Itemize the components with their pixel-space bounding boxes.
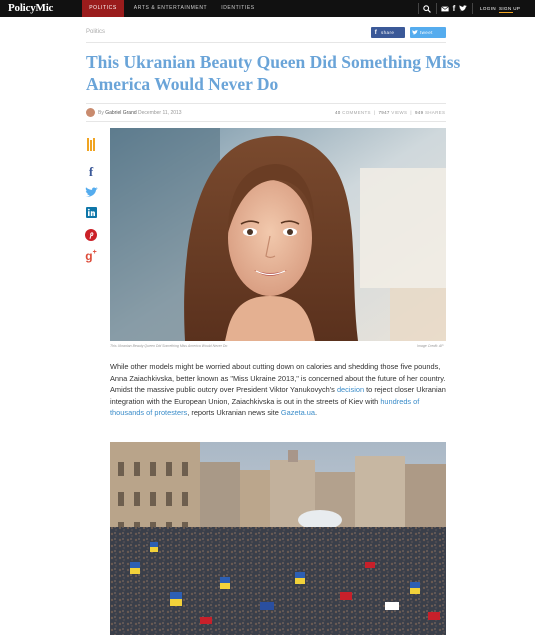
login-link[interactable]: LOGIN <box>480 6 497 11</box>
email-icon[interactable] <box>439 0 450 17</box>
views-label: VIEWS <box>391 110 408 115</box>
shares-label: SHARES <box>424 110 446 115</box>
mic-logo-icon <box>84 137 98 153</box>
divider <box>418 3 419 14</box>
signup-underline <box>499 12 513 13</box>
views-count: 7947 <box>378 110 390 115</box>
author-name[interactable]: Gabriel Grand <box>105 110 137 116</box>
publish-date: December 11, 2013 <box>138 110 182 116</box>
divider <box>436 3 437 14</box>
pinterest-icon[interactable] <box>84 229 98 243</box>
twitter-icon[interactable] <box>84 187 98 201</box>
nav-politics[interactable]: POLITICS <box>82 0 124 17</box>
header-divider <box>86 42 446 43</box>
photo-credit: Image Credit: AP <box>417 344 444 348</box>
article-paragraph: While other models might be worried about cutting down on calories and shedding those five pounds, Anna Zaiachkivska, better known as "Miss Ukraine 2013," is concerned about the future of her country. Amidst the massive public outcry over President Viktor Yanukovych's decision to reject closer Ukranian integration with the European Union, Zaiachkivska is out in the streets of Kiev with hundreds of thousands of protesters, reports Ukranian news site Gazeta.ua. <box>110 362 446 417</box>
facebook-share-button[interactable]: f share <box>371 27 405 38</box>
article-photo-portrait <box>110 128 446 341</box>
byline-divider-top <box>86 103 446 104</box>
author-avatar[interactable] <box>86 108 95 117</box>
gazeta-link[interactable]: Gazeta.ua <box>280 408 316 417</box>
search-icon[interactable] <box>421 0 433 17</box>
comments-count[interactable]: 40 <box>335 110 341 115</box>
facebook-icon[interactable]: f <box>452 4 456 13</box>
divider <box>472 3 473 14</box>
byline: By Gabriel Grand December 11, 2013 <box>86 107 182 119</box>
twitter-share-button[interactable]: tweet <box>410 27 446 38</box>
photo-caption: This Ukranian Beauty Queen Did Something Miss America Would Never Do <box>110 344 228 348</box>
article-photo-protest <box>110 442 446 635</box>
protesters-link[interactable]: hundreds of thousands of protesters <box>110 396 420 417</box>
twitter-icon[interactable] <box>458 0 468 17</box>
section-label[interactable]: Politics <box>86 29 106 35</box>
byline-divider-bottom <box>86 121 446 122</box>
facebook-icon: f <box>374 30 378 36</box>
shares-count: 949 <box>414 110 424 115</box>
comments-label[interactable]: COMMENTS <box>342 110 371 115</box>
linkedin-icon[interactable] <box>84 207 98 221</box>
nav-identities[interactable]: IDENTITIES <box>221 5 255 11</box>
decision-link[interactable]: decision <box>336 385 365 394</box>
policymic-logo[interactable]: PolicyMic <box>8 2 54 14</box>
google-plus-icon[interactable]: g+ <box>85 249 97 263</box>
article-stats: 40 COMMENTS | 7947 VIEWS | 949 SHARES <box>335 110 446 115</box>
facebook-icon[interactable]: f <box>88 164 94 179</box>
twitter-icon <box>410 28 420 39</box>
signup-link[interactable]: SIGN UP <box>499 6 521 11</box>
article-title: This Ukranian Beauty Queen Did Something Miss America Would Never Do <box>86 52 461 94</box>
nav-arts-entertainment[interactable]: ARTS & ENTERTAINMENT <box>133 5 208 11</box>
top-navigation-bar <box>0 0 535 17</box>
